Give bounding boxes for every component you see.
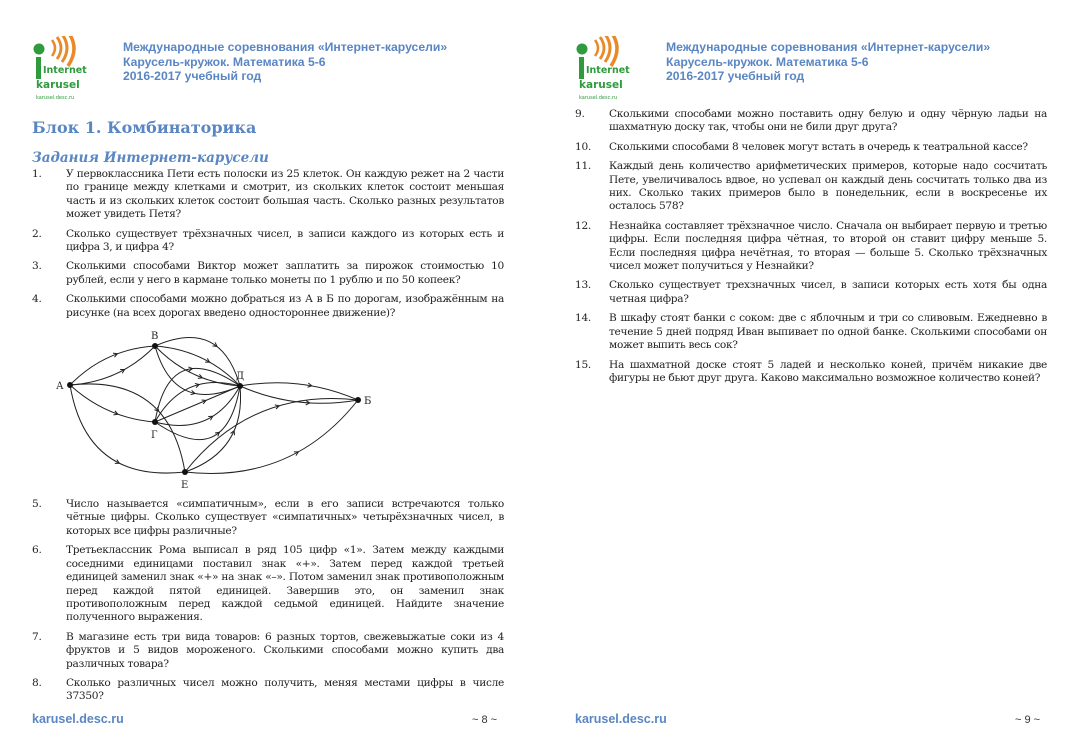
task-number: 7. [32,630,42,643]
page-header [123,40,447,84]
task-10 [575,141,1047,154]
task-7 [32,631,504,671]
internet-karusel-logo [32,36,92,102]
edge-B-D-1 [155,338,240,387]
task-number: 9. [575,108,585,120]
edge-E-BB-2 [185,400,358,474]
task-text: Незнайка составляет трёхзначное число. Сначала он выбирает первую и третью цифры. Если последняя цифра чётная, то второй он ставит цифру меньше 5. Если последняя цифра нечётная, то вторая — больше 5. Сколько трёхзначных чисел может получиться у Незнайки? [609,219,1047,273]
edge-G-D-1 [155,368,240,422]
page-number: ~ 8 ~ [472,714,498,726]
task-number: 15. [575,358,591,371]
edge-D-BB-1 [240,383,358,400]
task-number: 6. [32,544,42,557]
task-1 [32,168,504,222]
node-label-G: Г [151,430,158,442]
node-E [182,469,188,475]
block-title: Блок 1. Комбинаторика [32,118,257,137]
edge-E-D-1 [185,386,241,472]
task-number: 2. [32,227,42,240]
node-B [152,343,158,349]
task-13 [575,279,1047,306]
node-label-D: Д [236,371,244,383]
task-number: 12. [575,219,591,232]
task-11 [575,160,1047,214]
logo-word-karusel: karusel [579,79,623,91]
edge-E-BB-1 [185,399,358,473]
page-8 [0,0,536,753]
logo-word-internet: Internet [43,65,87,76]
header-course: Карусель-кружок. Математика 5-6 [123,54,326,69]
task-4 [32,293,504,320]
task-list-left [32,168,504,710]
edge-B-D-4 [155,346,240,395]
task-3 [32,260,504,287]
task-9 [575,108,1047,135]
task-12 [575,220,1047,274]
task-text: У первоклассника Пети есть полоски из 25 клеток. Он каждую режет на 2 части по границе между клетками и смотрит, из скольких клеток состоит меньшая часть и из скольких клеток состоит большая часть. Сколько разных результатов может увидеть Петя? [66,168,504,221]
edge-B-D-3 [155,346,240,386]
task-text: Сколькими способами можно добраться из А в Б по дорогам, изображённым на рисунке (на всех дорогах введено одностороннее движение)? [66,293,504,319]
task-number: 14. [575,312,591,325]
task-8 [32,677,504,704]
footer-site-link[interactable]: karusel.desc.ru [575,712,667,726]
page-number: ~ 9 ~ [1015,714,1041,726]
node-label-B: В [151,331,159,343]
task-6 [32,544,504,624]
task-number: 10. [575,140,591,153]
task-text: Сколькими способами 8 человек могут встать в очередь к театральной кассе? [609,140,1028,153]
footer-site-link[interactable]: karusel.desc.ru [32,712,124,726]
node-D [237,383,243,389]
logo-word-internet: Internet [586,65,630,76]
task-number: 8. [32,676,42,689]
edge-A-E-1 [70,384,185,472]
task-15 [575,359,1047,386]
task-number: 13. [575,279,591,292]
task-list-right [575,108,1047,391]
logo-site: karusel.desc.ru [579,95,618,101]
edge-B-D-2 [155,346,240,386]
task-text: В шкафу стоят банки с соком: две с яблочным и три со сливовым. Ежедневно в течение 5 дней подряд Иван выпивает по одной банке. Сколькими способами он может выпить весь сок? [609,312,1047,352]
edge-A-B-1 [70,346,155,385]
task-number: 1. [32,168,42,180]
node-label-A: А [56,381,64,393]
task-text: Третьеклассник Рома выписал в ряд 105 цифр «1». Затем между каждыми соседними единицами поставил знак «+». Затем перед каждой третьей единицей заменил знак «+» на знак «–». Потом заменил знак противоположным перед каждой пятой единицей. Завершив это, он заменил знак противоположным перед каждой седьмой единицей. Найдите значение полученного выражения. [66,544,504,624]
task-2 [32,228,504,255]
header-course: Карусель-кружок. Математика 5-6 [666,54,869,69]
node-G [152,419,158,425]
node-label-E: Е [181,480,188,492]
task-text: Сколько существует трехзначных чисел, в записи которых есть хотя бы одна четная цифра? [609,279,1047,305]
section-title: Задания Интернет-карусели [32,150,269,166]
task-number: 4. [32,293,42,306]
edge-A-G-1 [70,385,155,422]
task-text: Сколько различных чисел можно получить, меняя местами цифры в числе 37350? [66,676,504,703]
node-label-BB: Б [364,396,372,408]
logo-word-karusel: karusel [36,79,80,91]
task-text: Каждый день количество арифметических примеров, которые надо сосчитать Пете, увеличивалось вдвое, но успевал он каждый день сосчитать только два из них. Сколько таких примеров было в понедельник, если в воскресенье их осталось 578? [609,160,1047,213]
header-year: 2016-2017 учебный год [123,69,262,83]
task-text: Сколькими способами можно поставить одну белую и одну чёрную ладьи на шахматную доску так, чтобы они не били друг друга? [609,108,1047,134]
node-A [67,382,73,388]
task-14 [575,312,1047,352]
task-text: Сколько существует трёхзначных чисел, в записи каждого из которых есть и цифра 3, и цифра 4? [66,227,504,254]
header-year: 2016-2017 учебный год [666,69,805,83]
task-number: 5. [32,498,42,511]
edge-A-B-2 [70,346,155,385]
node-BB [355,397,361,403]
task-text: В магазине есть три вида товаров: 6 разных тортов, свежевыжатые соки из 4 фруктов и 5 видов мороженого. Сколькими способами можно купить два различных товара? [66,630,504,670]
header-competition: Международные соревнования «Интернет-карусели» [123,40,448,54]
page-header [666,40,990,84]
task-number: 11. [575,160,591,173]
road-graph-container [32,326,504,492]
task-text: Сколькими способами Виктор может заплатить за пирожок стоимостью 10 рублей, если у него в кармане только монеты по 1 рублю и по 50 копеек? [66,260,504,286]
task-text: На шахматной доске стоят 5 ладей и несколько коней, причём никакие две фигуры не бьют друг друга. Каково максимально возможное количество коней? [609,358,1047,384]
page-9 [537,0,1073,753]
road-graph-figure [50,326,380,492]
internet-karusel-logo [575,36,635,102]
task-5 [32,498,504,538]
task-number: 3. [32,260,42,273]
header-competition: Международные соревнования «Интернет-карусели» [666,40,991,54]
logo-site: karusel.desc.ru [36,95,75,101]
task-text: Число называется «симпатичным», если в его записи встречаются только чётные цифры. Сколько существует «симпатичных» четырёхзначных чисел, в которых все цифры различные? [66,498,504,537]
